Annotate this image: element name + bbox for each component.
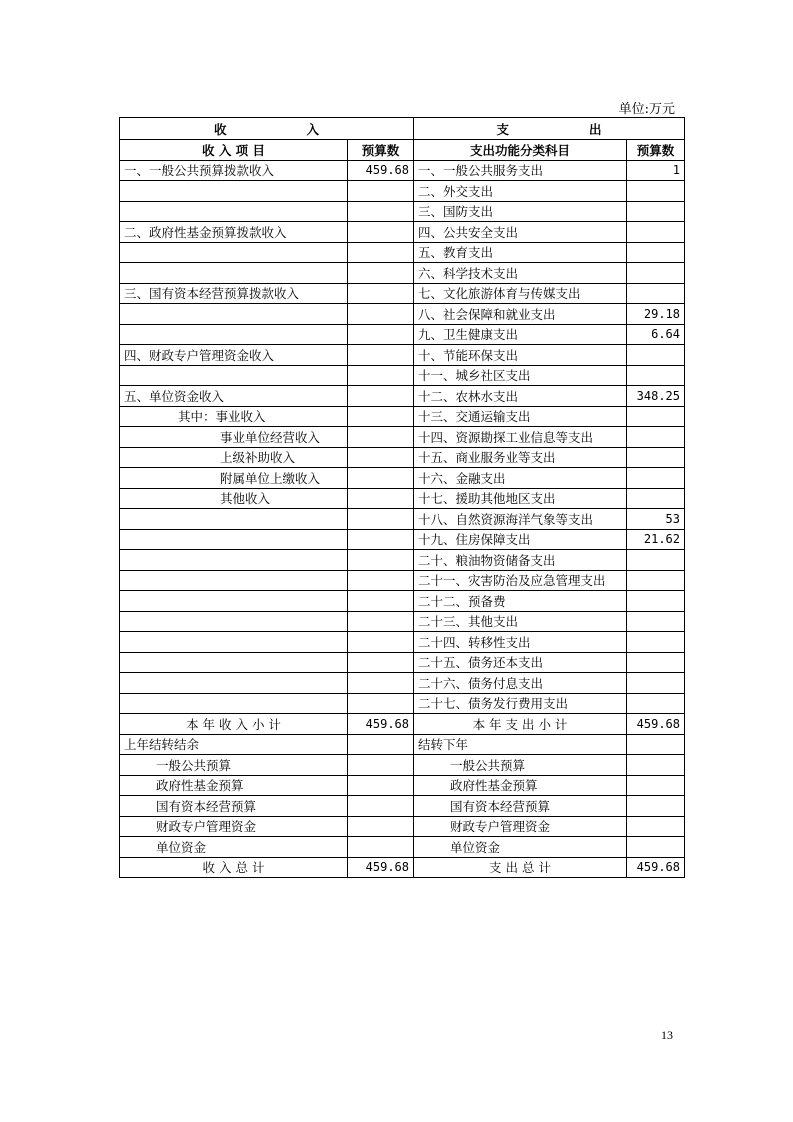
expense-item-cell: 三、国防支出 xyxy=(414,201,627,222)
expense-amount-cell xyxy=(627,570,685,591)
expense-amount-cell xyxy=(627,591,685,612)
expense-subtotal-amount: 459.68 xyxy=(627,714,685,735)
income-amount-column-header: 预算数 xyxy=(348,140,414,161)
expense-item-cell: 十三、交通运输支出 xyxy=(414,406,627,427)
income-amount-cell xyxy=(348,632,414,653)
expense-item-cell: 二、外交支出 xyxy=(414,181,627,202)
income-amount-cell xyxy=(348,529,414,550)
expense-item-cell: 十九、住房保障支出 xyxy=(414,529,627,550)
income-amount-cell xyxy=(348,509,414,530)
income-carry-amount xyxy=(348,837,414,858)
expense-amount-cell xyxy=(627,181,685,202)
carry-row xyxy=(120,734,685,755)
table-row xyxy=(120,263,685,284)
income-item-cell xyxy=(120,263,348,284)
income-item-cell: 附属单位上缴收入 xyxy=(120,468,348,489)
income-item-cell: 三、国有资本经营预算拨款收入 xyxy=(120,283,348,304)
table-row xyxy=(120,529,685,550)
income-item-cell xyxy=(120,550,348,571)
table-row xyxy=(120,304,685,325)
table-row xyxy=(120,160,685,181)
income-carry-amount xyxy=(348,775,414,796)
expense-item-cell: 十五、商业服务业等支出 xyxy=(414,447,627,468)
income-amount-cell xyxy=(348,345,414,366)
table-row xyxy=(120,591,685,612)
income-amount-cell xyxy=(348,365,414,386)
table-row xyxy=(120,406,685,427)
expense-total-label: 支 出 总 计 xyxy=(414,857,627,878)
expense-amount-cell xyxy=(627,283,685,304)
income-carry-item: 一般公共预算 xyxy=(120,755,348,776)
expense-item-cell: 二十六、债务付息支出 xyxy=(414,673,627,694)
expense-amount-cell: 53 xyxy=(627,509,685,530)
carry-row xyxy=(120,755,685,776)
expense-carry-amount xyxy=(627,837,685,858)
expense-item-cell: 五、教育支出 xyxy=(414,242,627,263)
income-amount-cell xyxy=(348,693,414,714)
income-item-cell: 其中：事业收入 xyxy=(120,406,348,427)
table-row xyxy=(120,632,685,653)
income-item-cell: 上级补助收入 xyxy=(120,447,348,468)
income-carry-amount xyxy=(348,755,414,776)
expense-total-amount: 459.68 xyxy=(627,857,685,878)
expense-amount-cell xyxy=(627,673,685,694)
subtotal-row xyxy=(120,714,685,735)
expense-amount-cell xyxy=(627,365,685,386)
table-row xyxy=(120,570,685,591)
expense-item-cell: 十、节能环保支出 xyxy=(414,345,627,366)
expense-section-header xyxy=(414,118,685,140)
expense-amount-cell: 1 xyxy=(627,160,685,181)
expense-amount-cell: 21.62 xyxy=(627,529,685,550)
income-amount-cell xyxy=(348,570,414,591)
table-row xyxy=(120,693,685,714)
income-section-left: 收 xyxy=(213,121,227,137)
income-amount-cell xyxy=(348,652,414,673)
expense-section-right: 出 xyxy=(589,121,602,137)
expense-item-cell: 二十五、债务还本支出 xyxy=(414,652,627,673)
expense-amount-cell xyxy=(627,447,685,468)
income-item-cell xyxy=(120,242,348,263)
expense-item-cell: 二十一、灾害防治及应急管理支出 xyxy=(414,570,627,591)
expense-carry-item: 国有资本经营预算 xyxy=(414,796,627,817)
expense-amount-cell xyxy=(627,488,685,509)
expense-item-cell: 十一、城乡社区支出 xyxy=(414,365,627,386)
table-row xyxy=(120,201,685,222)
section-header-row xyxy=(120,118,685,140)
income-item-cell: 四、财政专户管理资金收入 xyxy=(120,345,348,366)
expense-amount-cell: 348.25 xyxy=(627,386,685,407)
expense-item-cell: 二十三、其他支出 xyxy=(414,611,627,632)
income-amount-cell xyxy=(348,263,414,284)
expense-amount-cell: 29.18 xyxy=(627,304,685,325)
income-amount-cell xyxy=(348,468,414,489)
income-amount-cell xyxy=(348,673,414,694)
expense-item-cell: 二十七、债务发行费用支出 xyxy=(414,693,627,714)
table-row xyxy=(120,509,685,530)
expense-item-column-header: 支出功能分类科目 xyxy=(414,140,627,161)
income-item-cell xyxy=(120,509,348,530)
income-amount-cell xyxy=(348,181,414,202)
income-item-cell: 五、单位资金收入 xyxy=(120,386,348,407)
expense-item-cell: 八、社会保障和就业支出 xyxy=(414,304,627,325)
income-item-cell xyxy=(120,365,348,386)
expense-item-cell: 四、公共安全支出 xyxy=(414,222,627,243)
carry-row xyxy=(120,837,685,858)
expense-item-cell: 十七、援助其他地区支出 xyxy=(414,488,627,509)
table-body xyxy=(120,160,685,878)
income-carry-item: 国有资本经营预算 xyxy=(120,796,348,817)
expense-amount-cell xyxy=(627,406,685,427)
expense-amount-cell: 6.64 xyxy=(627,324,685,345)
income-carry-item: 单位资金 xyxy=(120,837,348,858)
income-amount-cell xyxy=(348,447,414,468)
income-item-cell: 其他收入 xyxy=(120,488,348,509)
income-total-amount: 459.68 xyxy=(348,857,414,878)
income-amount-cell xyxy=(348,591,414,612)
expense-carry-amount xyxy=(627,775,685,796)
table-row xyxy=(120,181,685,202)
income-item-cell xyxy=(120,324,348,345)
table-row xyxy=(120,324,685,345)
income-carry-amount xyxy=(348,796,414,817)
income-carry-item: 政府性基金预算 xyxy=(120,775,348,796)
expense-carry-item: 一般公共预算 xyxy=(414,755,627,776)
income-item-cell xyxy=(120,529,348,550)
table-row xyxy=(120,611,685,632)
total-row xyxy=(120,857,685,878)
income-item-cell xyxy=(120,181,348,202)
income-amount-cell xyxy=(348,222,414,243)
table-row xyxy=(120,652,685,673)
income-item-cell xyxy=(120,652,348,673)
income-subtotal-label: 本 年 收 入 小 计 xyxy=(120,714,348,735)
expense-amount-cell xyxy=(627,263,685,284)
carry-row xyxy=(120,796,685,817)
expense-carry-amount xyxy=(627,734,685,755)
expense-amount-cell xyxy=(627,652,685,673)
income-amount-cell xyxy=(348,201,414,222)
income-carry-item: 上年结转结余 xyxy=(120,734,348,755)
expense-amount-cell xyxy=(627,242,685,263)
income-carry-amount xyxy=(348,734,414,755)
budget-table xyxy=(119,117,685,878)
expense-amount-cell xyxy=(627,222,685,243)
expense-amount-cell xyxy=(627,345,685,366)
income-item-cell xyxy=(120,591,348,612)
unit-label: 单位:万元 xyxy=(618,102,675,117)
income-amount-cell: 459.68 xyxy=(348,160,414,181)
expense-amount-cell xyxy=(627,611,685,632)
income-item-cell: 一、一般公共预算拨款收入 xyxy=(120,160,348,181)
income-amount-cell xyxy=(348,406,414,427)
income-item-column-header: 收 入 项 目 xyxy=(120,140,348,161)
income-item-cell xyxy=(120,693,348,714)
expense-item-cell: 二十、粮油物资储备支出 xyxy=(414,550,627,571)
carry-row xyxy=(120,816,685,837)
table-row xyxy=(120,550,685,571)
table-row xyxy=(120,427,685,448)
table-row xyxy=(120,365,685,386)
expense-item-cell: 九、卫生健康支出 xyxy=(414,324,627,345)
table-row xyxy=(120,345,685,366)
table-row xyxy=(120,468,685,489)
income-amount-cell xyxy=(348,324,414,345)
income-item-cell xyxy=(120,304,348,325)
expense-item-cell: 二十二、预备费 xyxy=(414,591,627,612)
income-item-cell xyxy=(120,570,348,591)
income-amount-cell xyxy=(348,427,414,448)
table-row xyxy=(120,673,685,694)
carry-row xyxy=(120,775,685,796)
expense-amount-cell xyxy=(627,201,685,222)
expense-amount-column-header: 预算数 xyxy=(627,140,685,161)
expense-item-cell: 十四、资源勘探工业信息等支出 xyxy=(414,427,627,448)
income-item-cell: 事业单位经营收入 xyxy=(120,427,348,448)
table-row xyxy=(120,283,685,304)
income-amount-cell xyxy=(348,611,414,632)
table-row xyxy=(120,386,685,407)
expense-carry-item: 财政专户管理资金 xyxy=(414,816,627,837)
income-amount-cell xyxy=(348,386,414,407)
expense-item-cell: 六、科学技术支出 xyxy=(414,263,627,284)
table-row xyxy=(120,222,685,243)
expense-subtotal-label: 本 年 支 出 小 计 xyxy=(414,714,627,735)
income-item-cell xyxy=(120,632,348,653)
expense-amount-cell xyxy=(627,693,685,714)
income-item-cell: 二、政府性基金预算拨款收入 xyxy=(120,222,348,243)
income-amount-cell xyxy=(348,304,414,325)
expense-carry-amount xyxy=(627,816,685,837)
expense-carry-amount xyxy=(627,755,685,776)
table-row xyxy=(120,242,685,263)
income-item-cell xyxy=(120,611,348,632)
income-subtotal-amount: 459.68 xyxy=(348,714,414,735)
column-header-row xyxy=(120,140,685,161)
expense-section-left: 支 xyxy=(496,121,509,137)
expense-carry-item: 政府性基金预算 xyxy=(414,775,627,796)
expense-amount-cell xyxy=(627,427,685,448)
expense-item-cell: 十八、自然资源海洋气象等支出 xyxy=(414,509,627,530)
table-row xyxy=(120,488,685,509)
page-number: 13 xyxy=(661,1028,673,1042)
expense-item-cell: 十六、金融支出 xyxy=(414,468,627,489)
expense-item-cell: 二十四、转移性支出 xyxy=(414,632,627,653)
expense-item-cell: 七、文化旅游体育与传媒支出 xyxy=(414,283,627,304)
expense-carry-amount xyxy=(627,796,685,817)
income-section-right: 入 xyxy=(306,121,320,137)
income-item-cell xyxy=(120,673,348,694)
expense-carry-item: 结转下年 xyxy=(414,734,627,755)
income-amount-cell xyxy=(348,550,414,571)
expense-amount-cell xyxy=(627,550,685,571)
income-amount-cell xyxy=(348,242,414,263)
income-carry-amount xyxy=(348,816,414,837)
expense-amount-cell xyxy=(627,468,685,489)
income-amount-cell xyxy=(348,283,414,304)
income-carry-item: 财政专户管理资金 xyxy=(120,816,348,837)
expense-carry-item: 单位资金 xyxy=(414,837,627,858)
expense-item-cell: 十二、农林水支出 xyxy=(414,386,627,407)
expense-item-cell: 一、一般公共服务支出 xyxy=(414,160,627,181)
income-item-cell xyxy=(120,201,348,222)
table-row xyxy=(120,447,685,468)
income-total-label: 收 入 总 计 xyxy=(120,857,348,878)
income-section-header xyxy=(120,118,414,140)
income-amount-cell xyxy=(348,488,414,509)
expense-amount-cell xyxy=(627,632,685,653)
